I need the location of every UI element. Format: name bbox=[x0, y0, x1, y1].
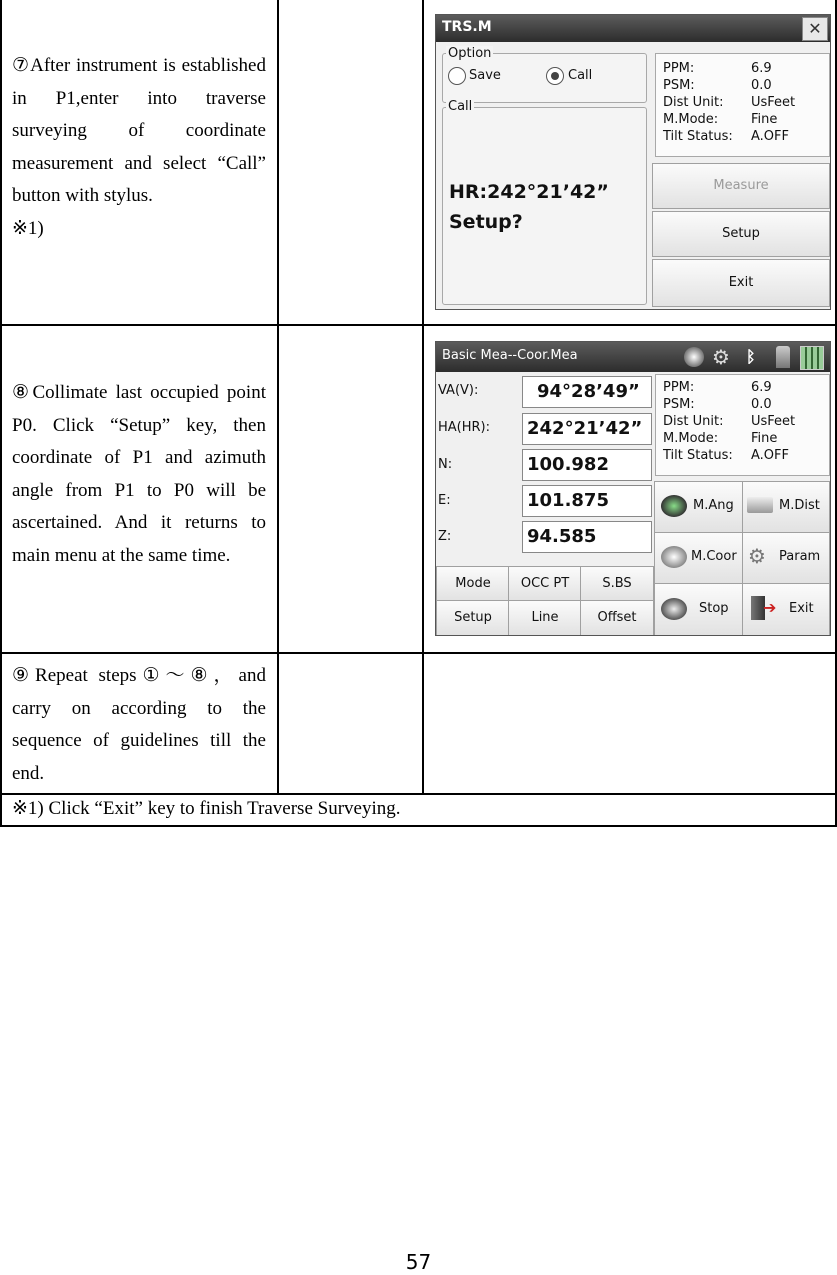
field-label: N: bbox=[438, 457, 453, 472]
save-radio[interactable] bbox=[448, 67, 466, 85]
field-label: HA(HR): bbox=[438, 420, 490, 435]
info-row: PPM: 6.9 bbox=[663, 380, 772, 395]
step-7-text bbox=[12, 50, 266, 245]
info-row: Tilt Status: A.OFF bbox=[663, 448, 789, 463]
col-divider-2 bbox=[422, 0, 424, 793]
step-8-body: ⑧Collimate last occupied point P0. Click “Setup” key, then coordinate of P1 and azimuth angle from P1 to P0 will be ascertained. And it returns to main menu at the same time. bbox=[12, 382, 266, 566]
exit-arrow-icon: ➔ bbox=[763, 598, 777, 617]
info-row: Dist Unit: UsFeet bbox=[663, 95, 796, 110]
info-row: PSM: 0.0 bbox=[663, 78, 772, 93]
setup-button[interactable]: Setup bbox=[436, 600, 510, 636]
s-bs-button[interactable]: S.BS bbox=[580, 566, 654, 602]
window-title: TRS.M bbox=[442, 19, 492, 35]
option-group-label: Option bbox=[448, 46, 492, 61]
e-value: 101.875 bbox=[522, 485, 652, 517]
row-divider-2 bbox=[0, 652, 837, 654]
occ-pt-button[interactable]: OCC PT bbox=[508, 566, 582, 602]
m-ang-button[interactable] bbox=[654, 481, 744, 533]
exit-button[interactable] bbox=[742, 583, 830, 636]
offset-button[interactable]: Offset bbox=[580, 600, 654, 636]
call-group bbox=[442, 107, 647, 305]
call-radio-label: Call bbox=[568, 68, 593, 83]
trs-screen bbox=[435, 14, 831, 310]
step-9-text bbox=[12, 660, 266, 790]
m-coor-icon bbox=[661, 546, 687, 568]
info-row: PSM: 0.0 bbox=[663, 397, 772, 412]
m-coor-button[interactable] bbox=[654, 532, 744, 584]
table-border-left bbox=[0, 0, 2, 827]
param-label: Param bbox=[779, 549, 821, 564]
field-label: E: bbox=[438, 493, 451, 508]
step-9-body: ⑨Repeat steps①～⑧，and carry on according to the sequence of guidelines till the end. bbox=[12, 665, 266, 784]
setup-button[interactable]: Setup bbox=[652, 211, 830, 257]
stop-button[interactable] bbox=[654, 583, 744, 636]
field-label: VA(V): bbox=[438, 383, 479, 398]
mode-button[interactable]: Mode bbox=[436, 566, 510, 602]
row-divider-3 bbox=[0, 793, 837, 795]
close-icon[interactable]: ✕ bbox=[802, 17, 828, 41]
m-coor-label: M.Coor bbox=[691, 549, 737, 564]
ha-value: 242°21’42” bbox=[522, 413, 652, 445]
exit-button[interactable]: Exit bbox=[652, 259, 830, 307]
step-7-body: ⑦After instrument is established in P1,enter into traverse surveying of coordinate measurement and select “Call” button with stylus. bbox=[12, 55, 266, 206]
gear-icon: ⚙ bbox=[712, 345, 730, 369]
m-dist-button[interactable] bbox=[742, 481, 830, 533]
footnote: ※1) Click “Exit” key to finish Traverse Surveying. bbox=[12, 798, 401, 819]
stop-label: Stop bbox=[699, 601, 729, 616]
line-button[interactable]: Line bbox=[508, 600, 582, 636]
m-dist-label: M.Dist bbox=[779, 498, 820, 513]
save-radio-label: Save bbox=[469, 68, 501, 83]
hr-readout: HR:242°21’42” bbox=[449, 181, 609, 203]
col-divider-1 bbox=[277, 0, 279, 793]
page-number: 57 bbox=[405, 1250, 432, 1274]
va-value: 94°28’49” bbox=[522, 376, 652, 408]
title-bar bbox=[436, 15, 830, 42]
status-info-panel bbox=[655, 374, 830, 476]
m-ang-icon bbox=[661, 495, 687, 517]
info-row: PPM: 6.9 bbox=[663, 61, 772, 76]
bluetooth-icon: ᛒ bbox=[746, 347, 756, 366]
param-button[interactable] bbox=[742, 532, 830, 584]
call-radio[interactable] bbox=[546, 67, 564, 85]
battery-icon bbox=[800, 346, 824, 370]
param-gear-icon: ⚙ bbox=[748, 544, 766, 568]
exit-label: Exit bbox=[789, 601, 814, 616]
setup-prompt: Setup? bbox=[449, 211, 523, 233]
m-ang-label: M.Ang bbox=[693, 498, 734, 513]
m-dist-icon bbox=[747, 497, 773, 513]
step-7-note: ※1) bbox=[12, 217, 44, 239]
info-row: M.Mode: Fine bbox=[663, 112, 778, 127]
info-row: M.Mode: Fine bbox=[663, 431, 778, 446]
step-8-text bbox=[12, 377, 266, 572]
row-divider-1 bbox=[0, 324, 837, 326]
z-value: 94.585 bbox=[522, 521, 652, 553]
table-border-bottom bbox=[0, 825, 837, 827]
window-title: Basic Mea--Coor.Mea bbox=[442, 348, 578, 363]
sensor-icon bbox=[776, 346, 790, 368]
coor-mea-screen bbox=[435, 341, 831, 636]
status-info-panel bbox=[655, 53, 830, 157]
n-value: 100.982 bbox=[522, 449, 652, 481]
measure-button[interactable]: Measure bbox=[652, 163, 830, 209]
info-row: Dist Unit: UsFeet bbox=[663, 414, 796, 429]
call-group-label: Call bbox=[448, 99, 473, 114]
info-row: Tilt Status: A.OFF bbox=[663, 129, 789, 144]
stop-icon bbox=[661, 598, 687, 620]
title-bar bbox=[436, 342, 830, 372]
field-label: Z: bbox=[438, 529, 452, 544]
target-icon bbox=[684, 347, 704, 367]
